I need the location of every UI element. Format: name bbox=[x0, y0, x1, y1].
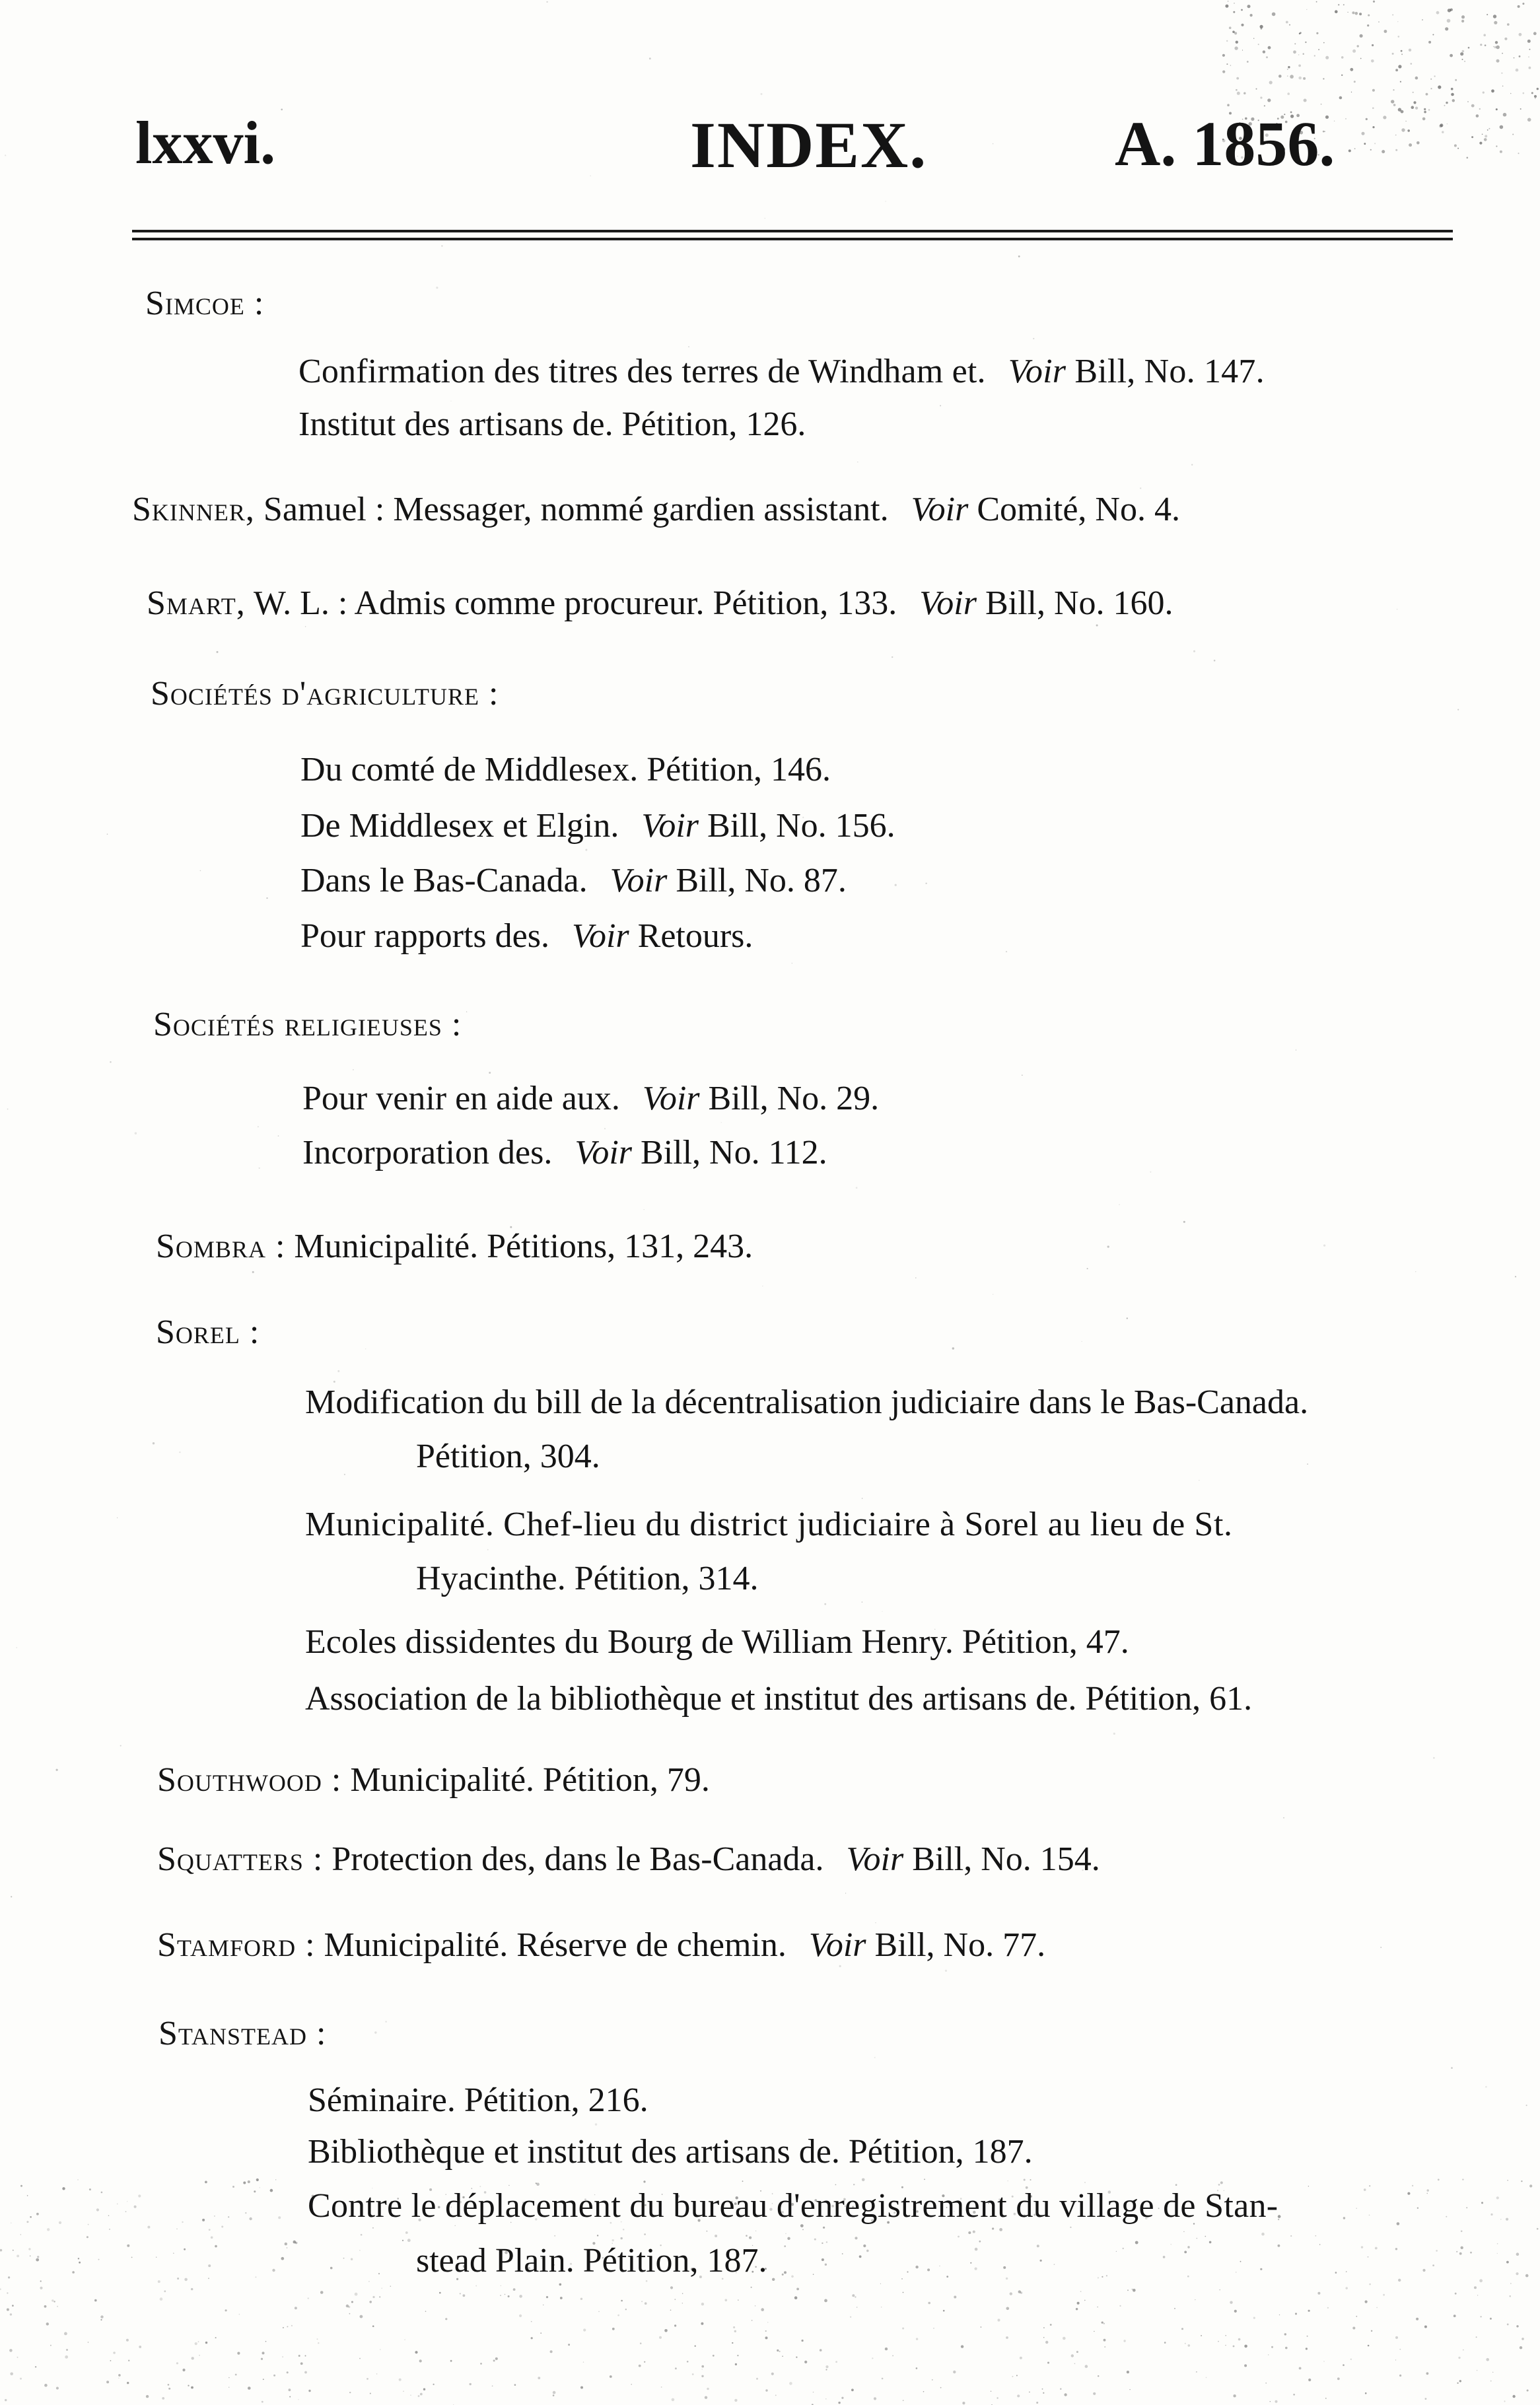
index-line: Association de la bibliothèque et institut des artisans de. Pétition, 61. bbox=[305, 1680, 1253, 1718]
index-line: De Middlesex et Elgin. Voir Bill, No. 156. bbox=[300, 807, 895, 845]
entry-squatters: Squatters : Protection des, dans le Bas-Canada. Voir Bill, No. 154. bbox=[157, 1840, 1100, 1878]
voir-reference: Voir bbox=[911, 491, 969, 528]
voir-reference: Voir bbox=[919, 584, 977, 622]
index-line: Modification du bill de la décentralisation judiciaire dans le Bas-Canada. bbox=[305, 1383, 1309, 1421]
entry-heading: Squatters : bbox=[157, 1840, 324, 1878]
entry-heading: Sorel : bbox=[156, 1313, 260, 1351]
entry-heading: Sombra : bbox=[156, 1228, 286, 1265]
voir-reference: Voir bbox=[610, 862, 668, 899]
voir-reference: Voir bbox=[642, 1080, 700, 1117]
header-rule-top bbox=[132, 230, 1453, 232]
voir-reference: Voir bbox=[846, 1840, 904, 1878]
entry-heading: Stanstead : bbox=[158, 2015, 327, 2052]
index-line: Bibliothèque et institut des artisans de. Pétition, 187. bbox=[308, 2133, 1033, 2171]
index-line: Dans le Bas-Canada. Voir Bill, No. 87. bbox=[300, 862, 847, 899]
header-rule-bottom bbox=[132, 238, 1453, 240]
entry-smart: Smart, W. L. : Admis comme procureur. Pétition, 133. Voir Bill, No. 160. bbox=[147, 584, 1173, 622]
entry-stamford: Stamford : Municipalité. Réserve de chemin. Voir Bill, No. 77. bbox=[157, 1926, 1046, 1964]
entry-heading: Southwood : bbox=[157, 1761, 342, 1799]
entry-heading-stanstead bbox=[158, 2017, 326, 2051]
index-line: Contre le déplacement du bureau d'enregistrement du village de Stan- bbox=[308, 2187, 1278, 2225]
index-line: Ecoles dissidentes du Bourg de William Henry. Pétition, 47. bbox=[305, 1623, 1129, 1661]
voir-reference: Voir bbox=[571, 917, 629, 955]
index-line: Séminaire. Pétition, 216. bbox=[308, 2081, 648, 2119]
voir-reference: Voir bbox=[641, 807, 699, 845]
voir-reference: Voir bbox=[575, 1134, 633, 1171]
entry-heading: Stamford : bbox=[157, 1926, 316, 1964]
voir-reference: Voir bbox=[1008, 353, 1067, 390]
page-number: lxxvi. bbox=[135, 109, 276, 176]
entry-skinner: Skinner, Samuel : Messager, nommé gardien assistant. Voir Comité, No. 4. bbox=[132, 491, 1180, 528]
entry-heading: Smart, bbox=[147, 584, 246, 622]
entry-heading-societes-agriculture bbox=[151, 677, 499, 711]
entry-heading-societes-religieuses bbox=[153, 1008, 462, 1042]
entry-heading: Simcoe : bbox=[145, 285, 265, 322]
page-title: INDEX. bbox=[690, 108, 928, 182]
index-line-continuation: Pétition, 304. bbox=[416, 1438, 600, 1475]
index-line: Pour rapports des. Voir Retours. bbox=[300, 917, 753, 955]
page-year: A. 1856. bbox=[1115, 108, 1335, 179]
index-line: Confirmation des titres des terres de Windham et. Voir Bill, No. 147. bbox=[298, 353, 1265, 390]
index-line: Incorporation des. Voir Bill, No. 112. bbox=[302, 1134, 827, 1171]
index-line-continuation: Hyacinthe. Pétition, 314. bbox=[416, 1560, 759, 1597]
index-line: Pour venir en aide aux. Voir Bill, No. 29. bbox=[302, 1080, 880, 1117]
entry-heading-simcoe bbox=[145, 287, 264, 321]
entry-heading-sorel bbox=[156, 1315, 260, 1350]
index-line: Institut des artisans de. Pétition, 126. bbox=[298, 405, 806, 443]
entry-heading: Skinner, bbox=[132, 491, 255, 528]
entry-heading: Sociétés d'agriculture : bbox=[151, 675, 499, 713]
entry-southwood: Southwood : Municipalité. Pétition, 79. bbox=[157, 1761, 710, 1799]
entry-sombra: Sombra : Municipalité. Pétitions, 131, 243. bbox=[156, 1228, 753, 1265]
index-line: Municipalité. Chef-lieu du district judiciaire à Sorel au lieu de St. bbox=[305, 1506, 1233, 1543]
index-line-continuation: stead Plain. Pétition, 187. bbox=[416, 2242, 767, 2280]
index-line: Du comté de Middlesex. Pétition, 146. bbox=[300, 751, 831, 788]
voir-reference: Voir bbox=[808, 1926, 866, 1964]
entry-heading: Sociétés religieuses : bbox=[153, 1006, 462, 1043]
